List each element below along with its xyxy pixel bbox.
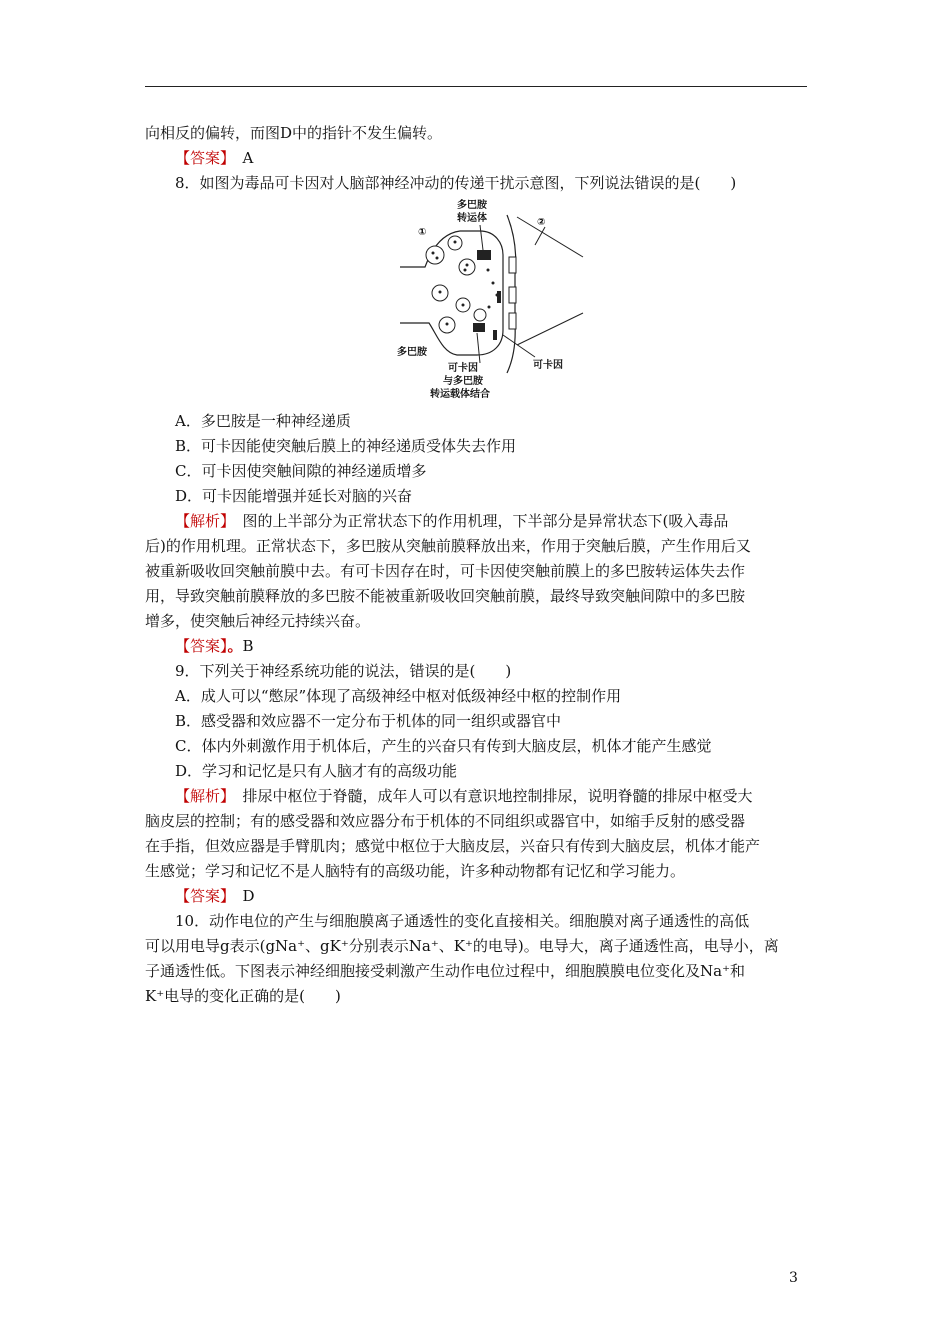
explanation-text: 排尿中枢位于脊髓，成年人可以有意识地控制排尿，说明脊髓的排尿中枢受大 xyxy=(242,787,753,805)
explanation-tag: 【解析】 xyxy=(175,787,228,805)
transporter xyxy=(477,250,491,260)
postsynaptic-line-bottom xyxy=(517,313,583,345)
question-8: 8．如图为毒品可卡因对人脑部神经冲动的传递干扰示意图，下列说法错误的是( ) xyxy=(175,174,737,192)
option-a: A．多巴胺是一种神经递质 xyxy=(175,412,351,430)
explanation-9-line: 在手指，但效应器是手臂肌肉；感觉中枢位于大脑皮层，兴奋只有传到大脑皮层，机体才能产 xyxy=(145,837,761,855)
option-b: B．可卡因能使突触后膜上的神经递质受体失去作用 xyxy=(175,437,517,455)
figure-label: 可卡因 xyxy=(533,360,563,371)
leader-line xyxy=(535,227,545,245)
option-d: D．学习和记忆是只有人脑才有的高级功能 xyxy=(175,762,458,780)
receptor xyxy=(509,313,516,329)
explanation-9-line xyxy=(175,786,807,806)
answer-tag: 【答案】 xyxy=(175,149,228,167)
option-b: B．感受器和效应器不一定分布于机体的同一组织或器官中 xyxy=(175,712,562,730)
header-rule xyxy=(145,86,807,87)
explanation-8-line xyxy=(175,511,807,531)
option-a: A．成人可以“憋尿”体现了高级神经中枢对低级神经中枢的控制作用 xyxy=(175,687,622,705)
figure-label: 可卡因 xyxy=(448,363,478,374)
explanation-8-line: 后)的作用机理。正常状态下，多巴胺从突触前膜释放出来，作用于突触后膜，产生作用后又 xyxy=(145,537,751,555)
receptor xyxy=(509,257,516,273)
receptor xyxy=(509,287,516,303)
page-number: 3 xyxy=(789,1270,798,1286)
transporter xyxy=(473,323,485,332)
figure-marker: ① xyxy=(418,227,427,238)
answer-value: B xyxy=(242,637,254,655)
option-c: C．体内外刺激作用于机体后，产生的兴奋只有传到大脑皮层，机体才能产生感觉 xyxy=(175,737,712,755)
answer-8 xyxy=(175,636,807,656)
question-10-line: 可以用电导g表示(gNa⁺、gK⁺分别表示Na⁺、K⁺的电导)。电导大，离子通透性高，电导小，离 xyxy=(145,937,779,955)
explanation-text: 图的上半部分为正常状态下的作用机理，下半部分是异常状态下(吸入毒品 xyxy=(242,512,729,530)
explanation-8-line: 增多，使突触后神经元持续兴奋。 xyxy=(145,612,371,630)
answer-7 xyxy=(175,148,807,168)
answer-tag: 【答案】 xyxy=(175,637,228,655)
explanation-8-line: 被重新吸收回突触前膜中去。有可卡因存在时，可卡因使突触前膜上的多巴胺转运体失去作 xyxy=(145,562,746,580)
answer-value: D xyxy=(242,887,255,905)
explanation-8-line: 用，导致突触前膜释放的多巴胺不能被重新吸收回突触前膜，最终导致突触间隙中的多巴胺 xyxy=(145,587,746,605)
leader-line xyxy=(477,333,480,363)
option-c: C．可卡因使突触间隙的神经递质增多 xyxy=(175,462,427,480)
cocaine-block xyxy=(497,291,501,303)
cocaine-block xyxy=(493,330,497,340)
figure-marker: ② xyxy=(537,217,546,228)
figure-label: 与多巴胺 xyxy=(443,376,483,387)
figure-label: 转运载体结合 xyxy=(430,389,490,400)
question-9: 9．下列关于神经系统功能的说法，错误的是( ) xyxy=(175,662,512,680)
figure-label: 多巴胺 xyxy=(397,347,427,358)
question-10-line: 子通透性低。下图表示神经细胞接受刺激产生动作电位过程中，细胞膜膜电位变化及Na⁺和 xyxy=(145,962,745,980)
leader-line xyxy=(480,225,483,250)
answer-9 xyxy=(175,886,807,906)
answer-value: A xyxy=(242,149,254,167)
explanation-9-line: 生感觉；学习和记忆不是人脑特有的高级功能，许多种动物都有记忆和学习能力。 xyxy=(145,862,686,880)
postsynaptic-line-top xyxy=(517,217,583,257)
text-line: 向相反的偏转，而图D中的指针不发生偏转。 xyxy=(145,124,443,142)
synapse-figure xyxy=(385,195,585,405)
answer-dot: 。 xyxy=(227,637,243,655)
explanation-9-line: 脑皮层的控制；有的感受器和效应器分布于机体的不同组织或器官中，如缩手反射的感受器 xyxy=(145,812,746,830)
option-d: D．可卡因能增强并延长对脑的兴奋 xyxy=(175,487,413,505)
figure-label: 转运体 xyxy=(457,213,487,224)
figure-label: 多巴胺 xyxy=(457,200,487,211)
question-10-line: 10．动作电位的产生与细胞膜离子通透性的变化直接相关。细胞膜对离子通透性的高低 xyxy=(175,912,750,930)
answer-tag: 【答案】 xyxy=(175,887,228,905)
explanation-tag: 【解析】 xyxy=(175,512,228,530)
question-10-line: K⁺电导的变化正确的是( ) xyxy=(145,987,341,1005)
